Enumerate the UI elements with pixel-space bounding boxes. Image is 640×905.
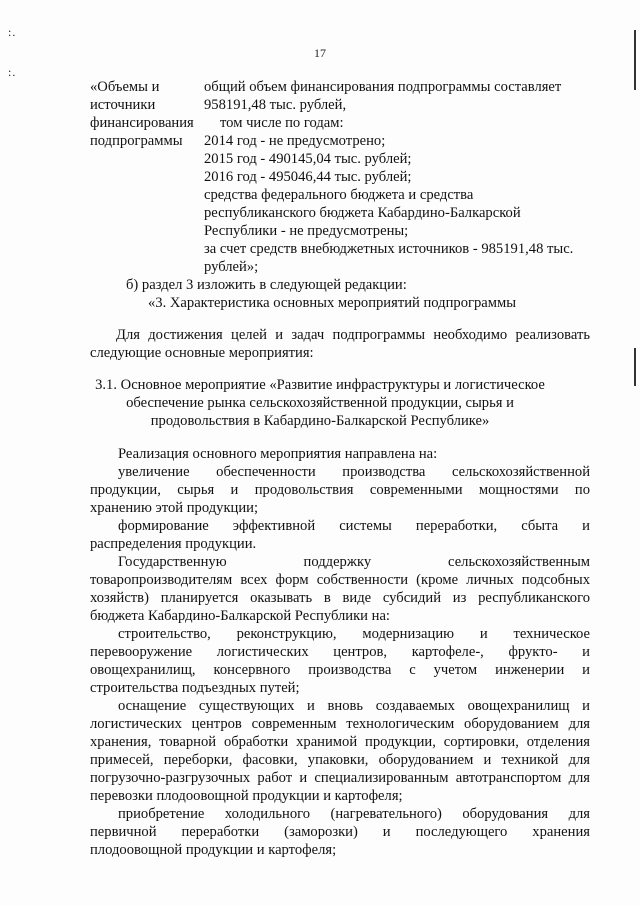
passport-row-label: подпрограммы xyxy=(90,133,183,149)
body-line: погрузочно-разгрузочных работ и специализированным автотранспортом для xyxy=(90,770,590,786)
body-line: плодоовощной продукции и картофеля; xyxy=(90,842,337,858)
passport-row-value: 2014 год - не предусмотрено; xyxy=(204,133,386,149)
passport-row-value: республиканского бюджета Кабардино-Балкарской xyxy=(204,205,521,221)
intro-paragraph-line: Для достижения целей и задач подпрограммы необходимо реализовать xyxy=(116,327,590,343)
passport-row-value: средства федерального бюджета и средства xyxy=(204,187,474,203)
passport-row-label: финансирования xyxy=(90,115,194,131)
body-line: первичной переработки (заморозки) и последующего хранения xyxy=(90,824,590,840)
passport-row-value: 2016 год - 495046,44 тыс. рублей; xyxy=(204,169,412,185)
measure-heading-line: обеспечение рынка сельскохозяйственной продукции, сырья и xyxy=(126,395,514,411)
body-line: бюджета Кабардино-Балкарской Республики на: xyxy=(90,608,390,624)
body-line: увеличение обеспеченности производства сельскохозяйственной xyxy=(118,464,590,480)
body-line: формирование эффективной системы переработки, сбыта и xyxy=(118,518,590,534)
passport-row-value: 2015 год - 490145,04 тыс. рублей; xyxy=(204,151,412,167)
scan-artifact-mark: :. xyxy=(8,25,17,39)
body-line: продукции, сырья и продовольствия современными мощностями по xyxy=(90,482,590,498)
body-line: овощехранилищ, консервного производства с учетом инженерии и xyxy=(90,662,590,678)
body-line: перевооружение логистических центров, картофеле-, фрукто- и xyxy=(90,644,590,660)
passport-row-value: Республики - не предусмотрены; xyxy=(204,223,409,239)
passport-row-value: общий объем финансирования подпрограммы составляет xyxy=(204,79,562,95)
measure-heading-line: 3.1. Основное мероприятие «Развитие инфраструктуры и логистическое xyxy=(95,377,545,393)
amendment-instruction: б) раздел 3 изложить в следующей редакции: xyxy=(126,277,407,293)
body-line: приобретение холодильного (нагревательного) оборудования для xyxy=(118,806,590,822)
body-line: оснащение существующих и вновь создаваемых овощехранилищ и xyxy=(118,698,590,714)
body-line: хозяйств) планируется оказывать в виде субсидий из республиканского xyxy=(90,590,590,606)
intro-paragraph-line: следующие основные мероприятия: xyxy=(90,345,314,361)
passport-row-label: источники xyxy=(90,97,156,113)
section-title: «3. Характеристика основных мероприятий подпрограммы xyxy=(148,295,517,311)
body-line: логистических центров современным технологическим оборудованием для xyxy=(90,716,590,732)
body-line: хранению этой продукции; xyxy=(90,500,259,516)
passport-row-value: рублей»; xyxy=(204,259,259,275)
body-line: строительство, реконструкцию, модернизацию и техническое xyxy=(118,626,590,642)
body-line: распределения продукции. xyxy=(90,536,257,552)
passport-row-label: «Объемы и xyxy=(90,79,160,95)
body-line: Государственную поддержку сельскохозяйственным xyxy=(118,554,590,570)
body-line: перевозки плодоовощной продукции и картофеля; xyxy=(90,788,403,804)
body-line: строительства подъездных путей; xyxy=(90,680,300,696)
body-line: примесей, переборки, фасовки, упаковки, оборудованием и техникой для xyxy=(90,752,590,768)
measure-heading-line: продовольствия в Кабардино-Балкарской Республике» xyxy=(150,413,490,429)
body-line: товаропроизводителям всех форм собственности (кроме личных подсобных xyxy=(90,572,590,588)
passport-row-value: за счет средств внебюджетных источников - 985191,48 тыс. xyxy=(204,241,574,257)
page-number: 17 xyxy=(314,46,326,60)
body-line: хранения, товарной обработки хранимой продукции, сортировки, отделения xyxy=(90,734,590,750)
scan-artifact-mark: :. xyxy=(8,65,17,79)
body-line: Реализация основного мероприятия направлена на: xyxy=(118,446,438,462)
passport-row-value: 958191,48 тыс. рублей, xyxy=(204,97,347,113)
passport-row-value: том числе по годам: xyxy=(220,115,344,131)
